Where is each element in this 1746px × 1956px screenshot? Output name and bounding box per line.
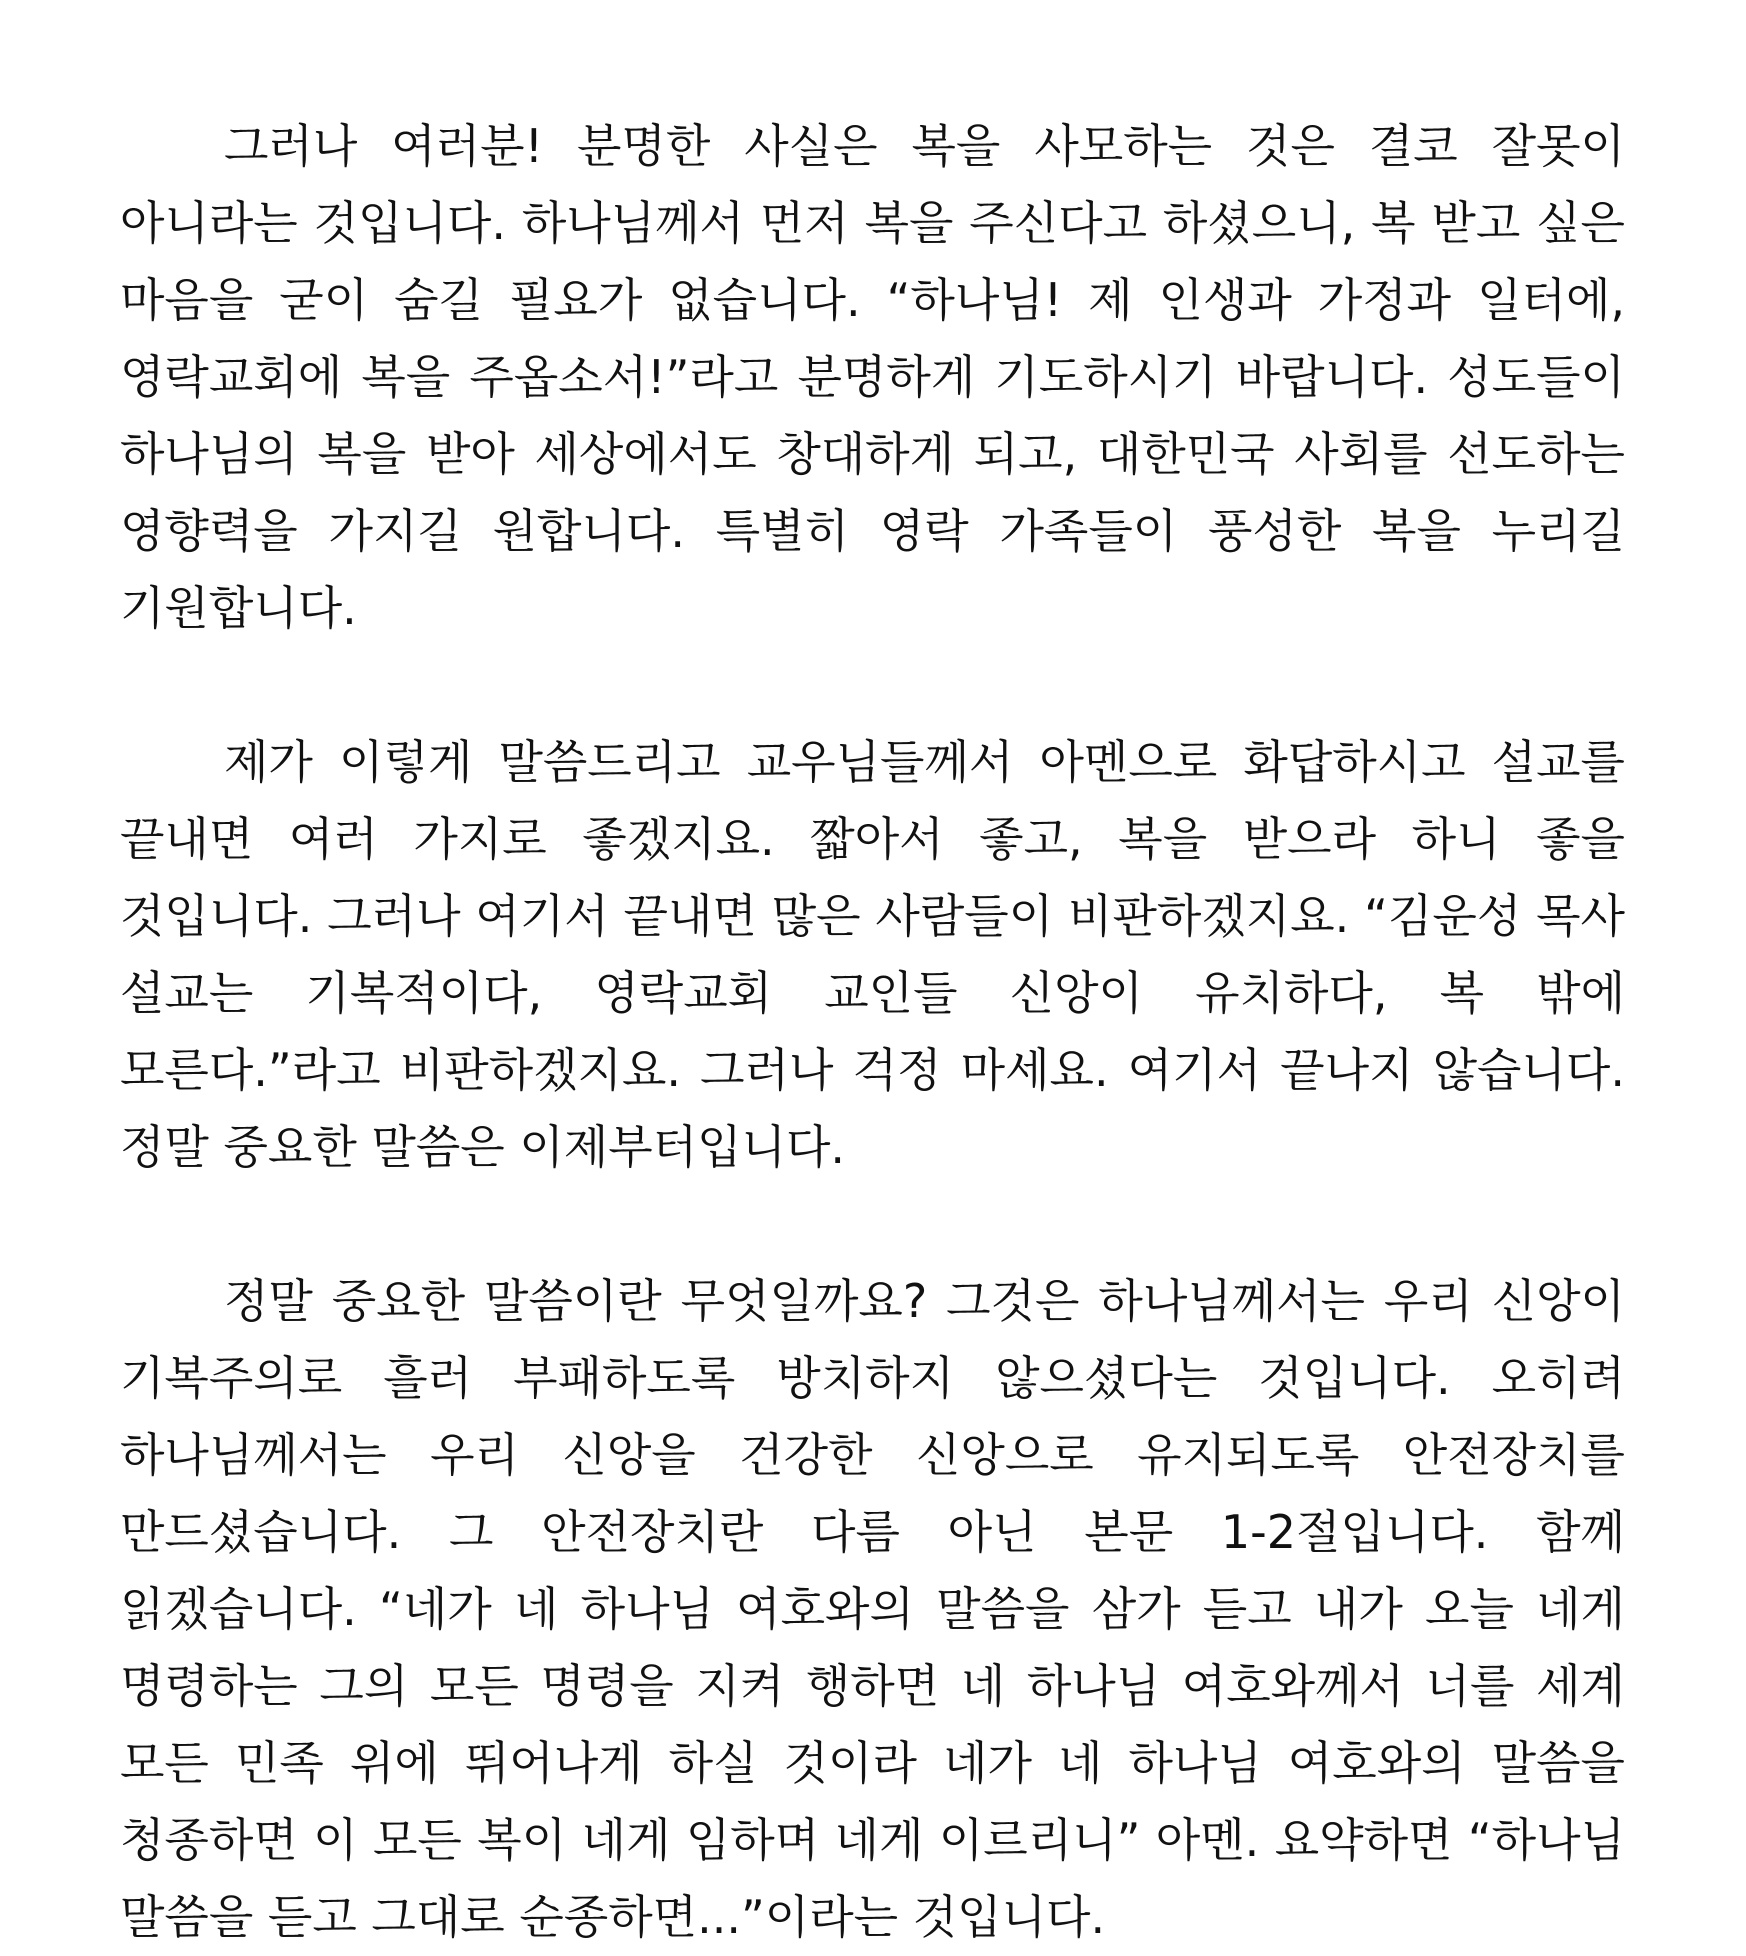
paragraph-3: 정말 중요한 말씀이란 무엇일까요? 그것은 하나님께서는 우리 신앙이 기복주의로 흘러 부패하도록 방치하지 않으셨다는 것입니다. 오히려 하나님께서는 우리 신앙을 건강한 신앙으로 유지되도록 안전장치를 만드셨습니다. 그 안전장치란 다름 아닌 본문 1-2절입니다. 함께 읽겠습니다. “네가 네 하나님 여호와의 말씀을 삼가 듣고 내가 오늘 네게 명령하는 그의 모든 명령을 지켜 행하면 네 하나님 여호와께서 너를 세계 모든 민족 위에 뛰어나게 하실 것이라 네가 네 하나님 여호와의 말씀을 청종하면 이 모든 복이 네게 임하며 네게 이르리니” 아멘. 요약하면 “하나님 말씀을 듣고 그대로 순종하면...”이라는 것입니다.: [120, 1274, 1625, 1944]
paragraph-2: 제가 이렇게 말씀드리고 교우님들께서 아멘으로 화답하시고 설교를 끝내면 여러 가지로 좋겠지요. 짧아서 좋고, 복을 받으라 하니 좋을 것입니다. 그러나 여기서 끝내면 많은 사람들이 비판하겠지요. “김운성 목사 설교는 기복적이다, 영락교회 교인들 신앙이 유치하다, 복 밖에 모른다.”라고 비판하겠지요. 그러나 걱정 마세요. 여기서 끝나지 않습니다. 정말 중요한 말씀은 이제부터입니다.: [120, 735, 1625, 1174]
paragraph-1: 그러나 여러분! 분명한 사실은 복을 사모하는 것은 결코 잘못이 아니라는 것입니다. 하나님께서 먼저 복을 주신다고 하셨으니, 복 받고 싶은 마음을 굳이 숨길 필요가 없습니다. “하나님! 제 인생과 가정과 일터에, 영락교회에 복을 주옵소서!”라고 분명하게 기도하시기 바랍니다. 성도들이 하나님의 복을 받아 세상에서도 창대하게 되고, 대한민국 사회를 선도하는 영향력을 가지길 원합니다. 특별히 영락 가족들이 풍성한 복을 누리길 기원합니다.: [120, 119, 1625, 635]
document-page: [120, 108, 1625, 1956]
